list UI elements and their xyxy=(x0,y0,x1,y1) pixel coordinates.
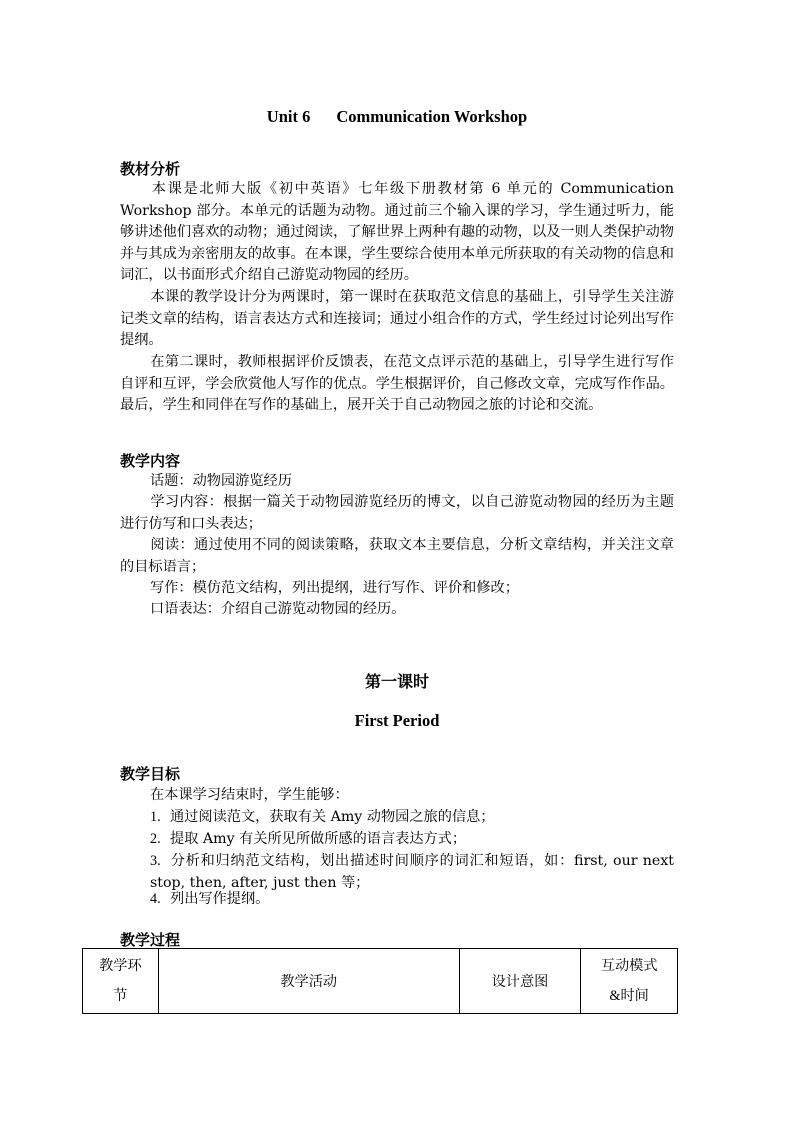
goals-intro: 在本课学习结束时，学生能够： xyxy=(150,787,349,803)
title-unit: Unit 6 xyxy=(266,107,311,126)
goal-item: 3. 分析和归纳范文结构，划出描述时间顺序的词汇和短语，如：first, our next stop, then, after, just then 等； xyxy=(150,853,674,891)
goal-item: 4. 列出写作提纲。 xyxy=(150,891,270,907)
materials-paragraph-2: 本课的教学设计分为两课时，第一课时在获取范文信息的基础上，引导学生关注游记类文章的结构，语言表达方式和连接词；通过小组合作的方式，学生经过讨论列出写作提纲。 xyxy=(120,289,674,348)
period-title-en: First Period xyxy=(354,711,440,730)
title-name: Communication Workshop xyxy=(336,107,528,126)
content-writing: 写作：模仿范文结构，列出提纲，进行写作、评价和修改； xyxy=(150,580,519,596)
content-learning: 学习内容：根据一篇关于动物园游览经历的博文，以自己游览动物园的经历为主题进行仿写和口头表达； xyxy=(120,494,674,532)
header-mode: 互动模式 &时间 xyxy=(581,949,678,1014)
process-table xyxy=(82,948,678,1014)
materials-paragraph-1: 本课是北师大版《初中英语》七年级下册教材第 6 单元的 Communication Workshop 部分。本单元的话题为动物。通过前三个输入课的学习，学生通过听力，能够讲述他们喜欢的动物；通过阅读，了解世界上两种有趣的动物，以及一则人类保护动物并与其成为亲密朋友的故事。在本课，学生要综合使用本单元所获取的有关动物的信息和词汇，以书面形式介绍自己游览动物园的经历。 xyxy=(120,181,674,283)
content-reading: 阅读：通过使用不同的阅读策略，获取文本主要信息，分析文章结构，并关注文章的目标语言； xyxy=(120,537,674,575)
document-title xyxy=(0,107,794,127)
goals-heading: 教学目标 xyxy=(120,765,181,783)
materials-paragraph-3: 在第二课时，教师根据评价反馈表，在范文点评示范的基础上，引导学生进行写作自评和互评，学会欣赏他人写作的优点。学生根据评价，自己修改文章，完成写作作品。最后，学生和同伴在写作的基础上，展开关于自己动物园之旅的讨论和交流。 xyxy=(120,354,674,413)
goal-item: 1. 通过阅读范文，获取有关 Amy 动物园之旅的信息； xyxy=(150,809,495,825)
header-intent: 设计意图 xyxy=(459,949,581,1014)
goal-item: 2. 提取 Amy 有关所见所做所感的语言表达方式； xyxy=(150,831,467,847)
content-speaking: 口语表达：介绍自己游览动物园的经历。 xyxy=(150,601,406,617)
process-heading: 教学过程 xyxy=(120,931,181,949)
content-heading: 教学内容 xyxy=(120,452,181,470)
table-header-row xyxy=(83,949,678,1014)
header-activity: 教学活动 xyxy=(158,949,459,1014)
content-topic: 话题：动物园游览经历 xyxy=(150,473,292,489)
materials-heading: 教材分析 xyxy=(120,160,181,178)
period-title-cn: 第一课时 xyxy=(364,672,429,691)
header-stage: 教学环 节 xyxy=(83,949,159,1014)
